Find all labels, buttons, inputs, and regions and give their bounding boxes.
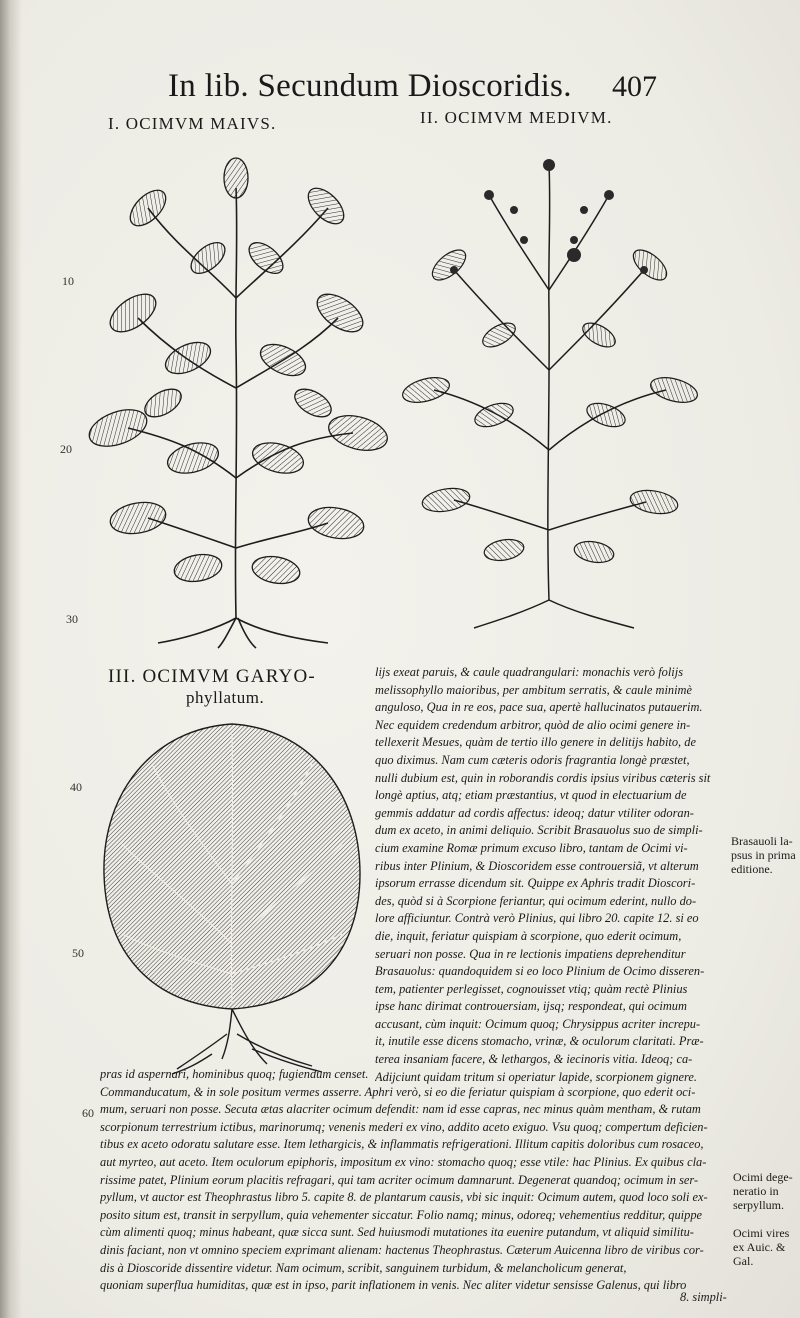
text-line: quo diximus. Nam cum cæteris odoris fragrantia longè præstet, [375, 752, 690, 767]
illustration-ocimum-garyophyllatum [92, 704, 372, 1076]
text-line: lijs exeat paruis, & caule quadrangulari: monachis verò folijs [375, 665, 684, 679]
text-line: die, inquit, feriatur quispiam à scorpione, quo ederit ocimum, [375, 928, 682, 943]
text-line: cium examine Romæ primum excuso libro, tantam de Ocimi vi- [375, 840, 688, 855]
margin-note-line: Ocimi vires [733, 1226, 790, 1240]
margin-note-line: psus in prima [731, 848, 796, 862]
text-line: melissophyllo maioribus, per ambitum serratis, & caule minimè [375, 682, 692, 697]
text-line: dis à Dioscoride dissentire videtur. Nam ocimum, scribit, sanguinem turbidum, & melancholicum generat, [100, 1260, 627, 1275]
text-line: des, quòd si à Scorpione feriantur, qui ocimum ederint, nullo do- [375, 893, 697, 908]
caption-line-2: phyllatum. [186, 688, 265, 707]
text-line: dinis faciant, non vt omnino speciem exprimant alienam: hactenus Theophrastus. Cæterum Auicenna libro de viribus cor- [100, 1242, 704, 1257]
text-line: gemmis addatur ad cordis affectus: ideoq; datur vtiliter odoran- [375, 805, 694, 820]
text-line: ribus inter Plinium, & Dioscoridem esse controuersiã, vt alterum [375, 858, 699, 873]
figure-caption-ocimum-garyophyllatum [108, 666, 316, 708]
figure-caption-ocimum-medium: II. OCIMVM MEDIVM. [420, 108, 613, 127]
text-line: anguloso, Qua in re eos, pace sua, apertè hallucinatos putauerim. [375, 700, 703, 715]
text-line: ipsorum errasse dicendum sit. Quippe ex Aphris tradit Dioscori- [375, 876, 696, 891]
text-line: it, inutile esse dicens stomacho, vrinæ, & oculorum claritati. Præ- [375, 1034, 704, 1049]
commentary-full-width [100, 1066, 726, 1295]
line-number-40: 40 [70, 780, 82, 794]
text-line: scorpionum terrestrium ictibus, marinorumq; venenis mederi ex vino, addito aceto exiguo. Vsu quoq; compertum deficien- [100, 1119, 708, 1134]
line-number-50: 50 [72, 946, 84, 960]
line-number-30: 30 [66, 612, 78, 626]
text-line: Brasauolus: quandoquidem si eo loco Plinium de Ocimo disseren- [375, 964, 705, 979]
text-line: tem, patienter perlegisset, cognouisset vtiq; quàm rectè Plinius [375, 981, 688, 996]
text-line: aut myrteo, aut aceto. Item oculorum epiphoris, impositum ex vino: stomacho quoq; esse vtile: hac Plinius. Ex quibus cla- [100, 1154, 707, 1169]
text-line: lore afficiuntur. Contrà verò Plinius, qui libro 20. capite 12. si eo [375, 911, 699, 926]
text-line: nulli dubium est, quin in roborandis cordis ipsius viribus cæteris sit [375, 770, 711, 785]
woodcut-plant-medium [394, 150, 706, 635]
text-line: Nec equidem credendum arbitror, quòd de alio ocimi genere in- [375, 717, 691, 732]
text-line: tibus ex aceto odoratu salutare esse. Item lethargicis, & inflammatis refrigerationi. Illitum capitis doloribus cum rosaceo, [100, 1137, 704, 1152]
margin-note-line: Brasauoli la- [731, 834, 793, 848]
text-line: ipse hanc dirimat controuersiam, ijsq; respondeat, qui ocimum [375, 999, 687, 1014]
page-title: In lib. Secundum Dioscoridis. [168, 68, 572, 104]
text-line: posito situm est, transit in serpyllum, quia vehementer siccatur. Folio namq; minus, odoreq; vehementius redditur, quippe [100, 1207, 703, 1222]
text-line: seruari non posse. Qua in re lectionis impatiens deprehenditur [375, 946, 686, 961]
margin-note-line: Ocimi dege- [733, 1170, 793, 1184]
text-line: pyllum, vt auctor est Theophrastus libro 5. capite 8. de plantarum causis, vbi sic inquit: Ocimum autem, quod loco soli ex- [100, 1190, 708, 1205]
text-line: terea insaniam facere, & lethargos, & iecinoris vitia. Ideoq; ca- [375, 1052, 693, 1067]
margin-note-line: editione. [731, 862, 773, 876]
text-line: tellexerit Mesues, quàm de tertio illo genere in delitijs habito, de [375, 735, 696, 750]
margin-note-line: ex Auic. & [733, 1240, 786, 1254]
margin-note-brasauoli [731, 834, 800, 876]
commentary-right-column [375, 664, 737, 1086]
woodcut-plant-broadleaf [78, 148, 394, 650]
text-line: Commanducatum, & in sole positum vermes asserre. Aphri verò, si eo die feriatur quispiam à scorpione, quo ederit oci- [100, 1084, 696, 1099]
text-line: dum ex aceto, in animi deliquio. Scribit Brasauolus suo de simpli- [375, 823, 703, 838]
text-line: accusant, cùm inquit: Ocimum quoq; Chrysippus acriter increpu- [375, 1016, 701, 1031]
illustration-ocimum-maius [78, 148, 394, 650]
woodcut-plant-bush [92, 704, 372, 1076]
margin-note-line: neratio in [733, 1184, 779, 1198]
line-number-10: 10 [62, 274, 74, 288]
margin-note-vires [733, 1226, 800, 1268]
page-number: 407 [612, 70, 657, 103]
gutter-shadow [0, 0, 22, 1318]
margin-note-line: Gal. [733, 1254, 754, 1268]
catchword: 8. simpli- [680, 1290, 727, 1304]
illustration-ocimum-medium [394, 150, 706, 635]
margin-note-degeneratio [733, 1170, 800, 1212]
text-line: longè aptius, atq; etiam præstantius, vt quod in electuarium de [375, 788, 687, 803]
text-line: cùm alimenti quoq; minus habeant, quæ sicca sunt. Sed huiusmodi mutationes ita euenire putandum, vt aliquid similitu- [100, 1225, 694, 1240]
line-number-60: 60 [82, 1106, 94, 1120]
caption-line-1: III. OCIMVM GARYO- [108, 666, 316, 687]
figure-caption-ocimum-maius: I. OCIMVM MAIVS. [108, 114, 277, 133]
margin-note-line: serpyllum. [733, 1198, 784, 1212]
text-line: Adijciunt quidam tritum si operiatur lapide, scorpionem gignere. [375, 1069, 698, 1084]
text-line: pras id aspernari, hominibus quoq; fugiendum censet. [100, 1067, 369, 1081]
line-number-20: 20 [60, 442, 72, 456]
text-line: quoniam superflua humiditas, quæ est in ipso, parit inflationem in venis. Nec aliter videtur sensisse Galenus, qui libro [100, 1278, 687, 1293]
text-line: mum, seruari non posse. Secuta ætas alacriter ocimum defendit: nam id esse capras, nec minus quàm mentham, & rutam [100, 1102, 701, 1117]
text-line: rissime patet, Plinium eorum placitis refragari, qui tam acriter ocimum damnarunt. Degenerat quandoq; ocimum in ser- [100, 1172, 699, 1187]
